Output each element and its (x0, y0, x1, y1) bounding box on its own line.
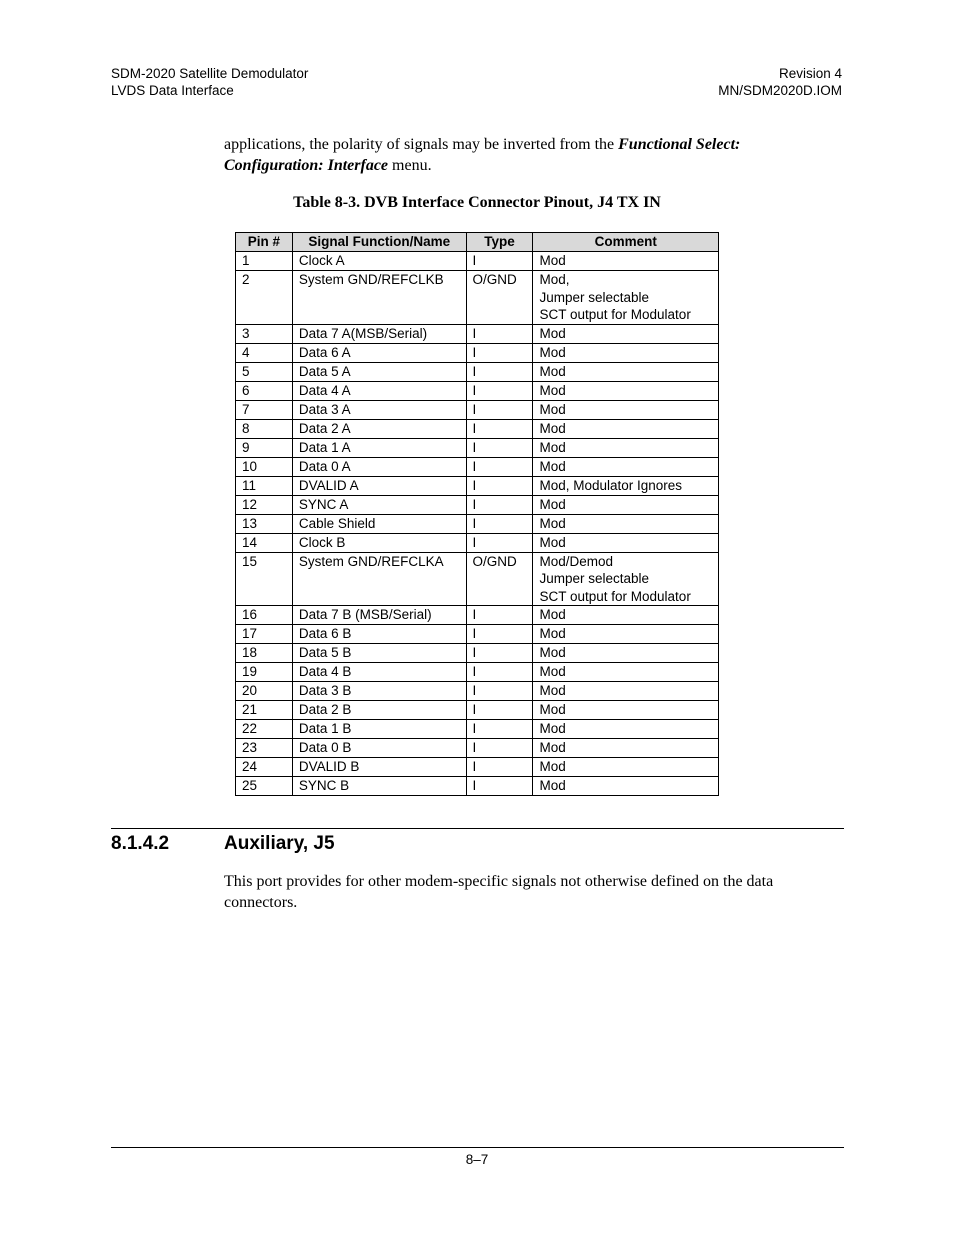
comment-line: Mod (539, 496, 566, 512)
pin-cell: 18 (236, 644, 293, 663)
comment-cell (533, 644, 719, 663)
comment-cell (533, 625, 719, 644)
signal-cell: Data 2 B (292, 701, 466, 720)
pin-cell: 21 (236, 701, 293, 720)
comment-line: Mod (539, 740, 566, 755)
signal-cell: System GND/REFCLKB (292, 271, 466, 325)
table-row (236, 533, 719, 552)
type-cell: I (466, 739, 533, 758)
comment-cell (533, 533, 719, 552)
table-row (236, 777, 719, 796)
pin-cell: 20 (236, 682, 293, 701)
signal-cell: Data 4 B (292, 663, 466, 682)
comment-line: Mod (539, 401, 566, 417)
pin-cell: 24 (236, 758, 293, 777)
header-doc-title: SDM-2020 Satellite Demodulator (111, 66, 309, 81)
signal-cell: Data 6 B (292, 625, 466, 644)
pin-cell: 13 (236, 514, 293, 533)
signal-cell: Data 5 B (292, 644, 466, 663)
comment-line: SCT output for Modulator (539, 307, 691, 322)
comment-line: Mod (539, 253, 566, 268)
pin-cell: 6 (236, 381, 293, 400)
pin-cell: 25 (236, 777, 293, 796)
comment-line: Mod (539, 759, 566, 774)
page-header-right (718, 66, 842, 99)
pin-cell: 14 (236, 533, 293, 552)
pin-cell: 12 (236, 495, 293, 514)
pin-cell: 4 (236, 343, 293, 362)
pin-cell: 23 (236, 739, 293, 758)
comment-line: Mod (539, 664, 566, 679)
signal-cell: Data 1 A (292, 438, 466, 457)
signal-cell: DVALID B (292, 758, 466, 777)
comment-cell (533, 663, 719, 682)
pin-cell: 2 (236, 271, 293, 325)
comment-cell (533, 606, 719, 625)
table-row (236, 644, 719, 663)
table-row (236, 252, 719, 271)
comment-line: Mod (539, 439, 566, 455)
footer-divider (111, 1147, 844, 1148)
type-cell: I (466, 720, 533, 739)
type-cell: I (466, 476, 533, 495)
table-row (236, 720, 719, 739)
comment-line: Mod (539, 420, 566, 436)
type-cell: I (466, 400, 533, 419)
signal-cell: System GND/REFCLKA (292, 552, 466, 606)
comment-line: Mod (539, 458, 566, 474)
header-type: Type (466, 233, 533, 252)
pin-cell: 16 (236, 606, 293, 625)
table-row (236, 682, 719, 701)
comment-line: Mod, (539, 272, 570, 287)
comment-line: Mod (539, 325, 566, 341)
comment-cell (533, 252, 719, 271)
pin-cell: 5 (236, 362, 293, 381)
type-cell: I (466, 381, 533, 400)
signal-cell: Data 0 B (292, 739, 466, 758)
signal-cell: Data 5 A (292, 362, 466, 381)
table-row (236, 758, 719, 777)
signal-cell: Data 7 B (MSB/Serial) (292, 606, 466, 625)
pinout-table (235, 232, 719, 796)
signal-cell: Data 6 A (292, 343, 466, 362)
table-row (236, 343, 719, 362)
type-cell: I (466, 625, 533, 644)
header-signal: Signal Function/Name (292, 233, 466, 252)
header-pin: Pin # (236, 233, 293, 252)
type-cell: I (466, 343, 533, 362)
section-number: 8.1.4.2 (111, 833, 170, 854)
table-row (236, 514, 719, 533)
signal-cell: SYNC A (292, 495, 466, 514)
pin-cell: 19 (236, 663, 293, 682)
type-cell: I (466, 533, 533, 552)
intro-text-before: applications, the polarity of signals may be inverted from the (224, 136, 619, 153)
comment-line: Mod (539, 382, 566, 398)
comment-line: Mod (539, 626, 566, 641)
page-header-left (111, 66, 308, 99)
type-cell: O/GND (466, 271, 533, 325)
table-row (236, 625, 719, 644)
type-cell: I (466, 419, 533, 438)
type-cell: I (466, 606, 533, 625)
comment-cell (533, 381, 719, 400)
comment-line: Mod (539, 702, 566, 717)
comment-cell (533, 758, 719, 777)
type-cell: I (466, 514, 533, 533)
table-header-row (236, 233, 719, 252)
signal-cell: Cable Shield (292, 514, 466, 533)
header-comment: Comment (533, 233, 719, 252)
comment-line: Mod (539, 363, 566, 379)
header-chapter-title: LVDS Data Interface (111, 82, 234, 98)
pin-cell: 17 (236, 625, 293, 644)
table-row (236, 701, 719, 720)
type-cell: I (466, 644, 533, 663)
comment-cell (533, 271, 719, 325)
section-paragraph: This port provides for other modem-specific signals not otherwise defined on the data connectors. (224, 873, 774, 911)
comment-line: Mod/Demod (539, 553, 614, 569)
comment-line: Mod (539, 645, 566, 660)
signal-cell: Clock B (292, 533, 466, 552)
signal-cell: Data 2 A (292, 419, 466, 438)
pin-cell: 1 (236, 252, 293, 271)
section-title: Auxiliary, J5 (224, 833, 335, 854)
type-cell: I (466, 701, 533, 720)
table-row (236, 400, 719, 419)
comment-cell (533, 438, 719, 457)
signal-cell: Data 4 A (292, 381, 466, 400)
comment-cell (533, 514, 719, 533)
signal-cell: DVALID A (292, 476, 466, 495)
comment-line: Mod (539, 683, 566, 698)
table-row (236, 362, 719, 381)
signal-cell: SYNC B (292, 777, 466, 796)
table-row (236, 381, 719, 400)
type-cell: I (466, 324, 533, 343)
comment-cell (533, 457, 719, 476)
page-number: 8–7 (465, 1152, 489, 1167)
type-cell: O/GND (466, 552, 533, 606)
type-cell: I (466, 252, 533, 271)
signal-cell: Data 1 B (292, 720, 466, 739)
section-divider (111, 828, 844, 829)
type-cell: I (466, 457, 533, 476)
comment-line: Mod (539, 515, 566, 531)
comment-cell (533, 419, 719, 438)
intro-menu-emphasis: Functional Select: Configuration: Interface (224, 136, 741, 174)
pin-cell: 10 (236, 457, 293, 476)
comment-cell (533, 739, 719, 758)
table-row (236, 476, 719, 495)
header-revision: Revision 4 (778, 66, 842, 81)
pin-cell: 15 (236, 552, 293, 606)
header-doc-number: MN/SDM2020D.IOM (718, 82, 842, 98)
table-caption (0, 194, 954, 212)
table-body (236, 252, 719, 796)
table-row (236, 438, 719, 457)
table-row (236, 419, 719, 438)
table-row (236, 739, 719, 758)
comment-cell (533, 476, 719, 495)
type-cell: I (466, 362, 533, 381)
signal-cell: Data 7 A(MSB/Serial) (292, 324, 466, 343)
signal-cell: Clock A (292, 252, 466, 271)
comment-line: Mod (539, 778, 566, 793)
comment-cell (533, 701, 719, 720)
comment-line: Mod (539, 344, 566, 360)
comment-cell (533, 777, 719, 796)
comment-cell (533, 343, 719, 362)
comment-cell (533, 400, 719, 419)
pin-cell: 9 (236, 438, 293, 457)
table-row (236, 324, 719, 343)
type-cell: I (466, 758, 533, 777)
signal-cell: Data 3 B (292, 682, 466, 701)
pin-cell: 11 (236, 476, 293, 495)
table-row (236, 495, 719, 514)
comment-line: SCT output for Modulator (539, 588, 691, 604)
type-cell: I (466, 682, 533, 701)
intro-paragraph (224, 134, 824, 176)
pin-cell: 8 (236, 419, 293, 438)
table-caption-text: Table 8-3. DVB Interface Connector Pinout, J4 TX IN (293, 194, 661, 211)
pin-cell: 7 (236, 400, 293, 419)
comment-line: Mod, Modulator Ignores (539, 477, 683, 493)
signal-cell: Data 0 A (292, 457, 466, 476)
signal-cell: Data 3 A (292, 400, 466, 419)
type-cell: I (466, 777, 533, 796)
comment-cell (533, 324, 719, 343)
comment-cell (533, 552, 719, 606)
comment-line: Mod (539, 721, 566, 736)
pin-cell: 22 (236, 720, 293, 739)
type-cell: I (466, 438, 533, 457)
comment-cell (533, 682, 719, 701)
table-row (236, 606, 719, 625)
table-row (236, 271, 719, 325)
type-cell: I (466, 663, 533, 682)
comment-line: Jumper selectable (539, 571, 650, 586)
comment-cell (533, 495, 719, 514)
comment-cell (533, 720, 719, 739)
pin-cell: 3 (236, 324, 293, 343)
section-heading (111, 832, 335, 856)
comment-line: Mod (539, 534, 566, 550)
table-row (236, 457, 719, 476)
table-row (236, 552, 719, 606)
intro-text-after: menu. (388, 157, 432, 174)
comment-line: Jumper selectable (539, 289, 650, 305)
type-cell: I (466, 495, 533, 514)
table-row (236, 663, 719, 682)
comment-line: Mod (539, 607, 566, 622)
comment-cell (533, 362, 719, 381)
